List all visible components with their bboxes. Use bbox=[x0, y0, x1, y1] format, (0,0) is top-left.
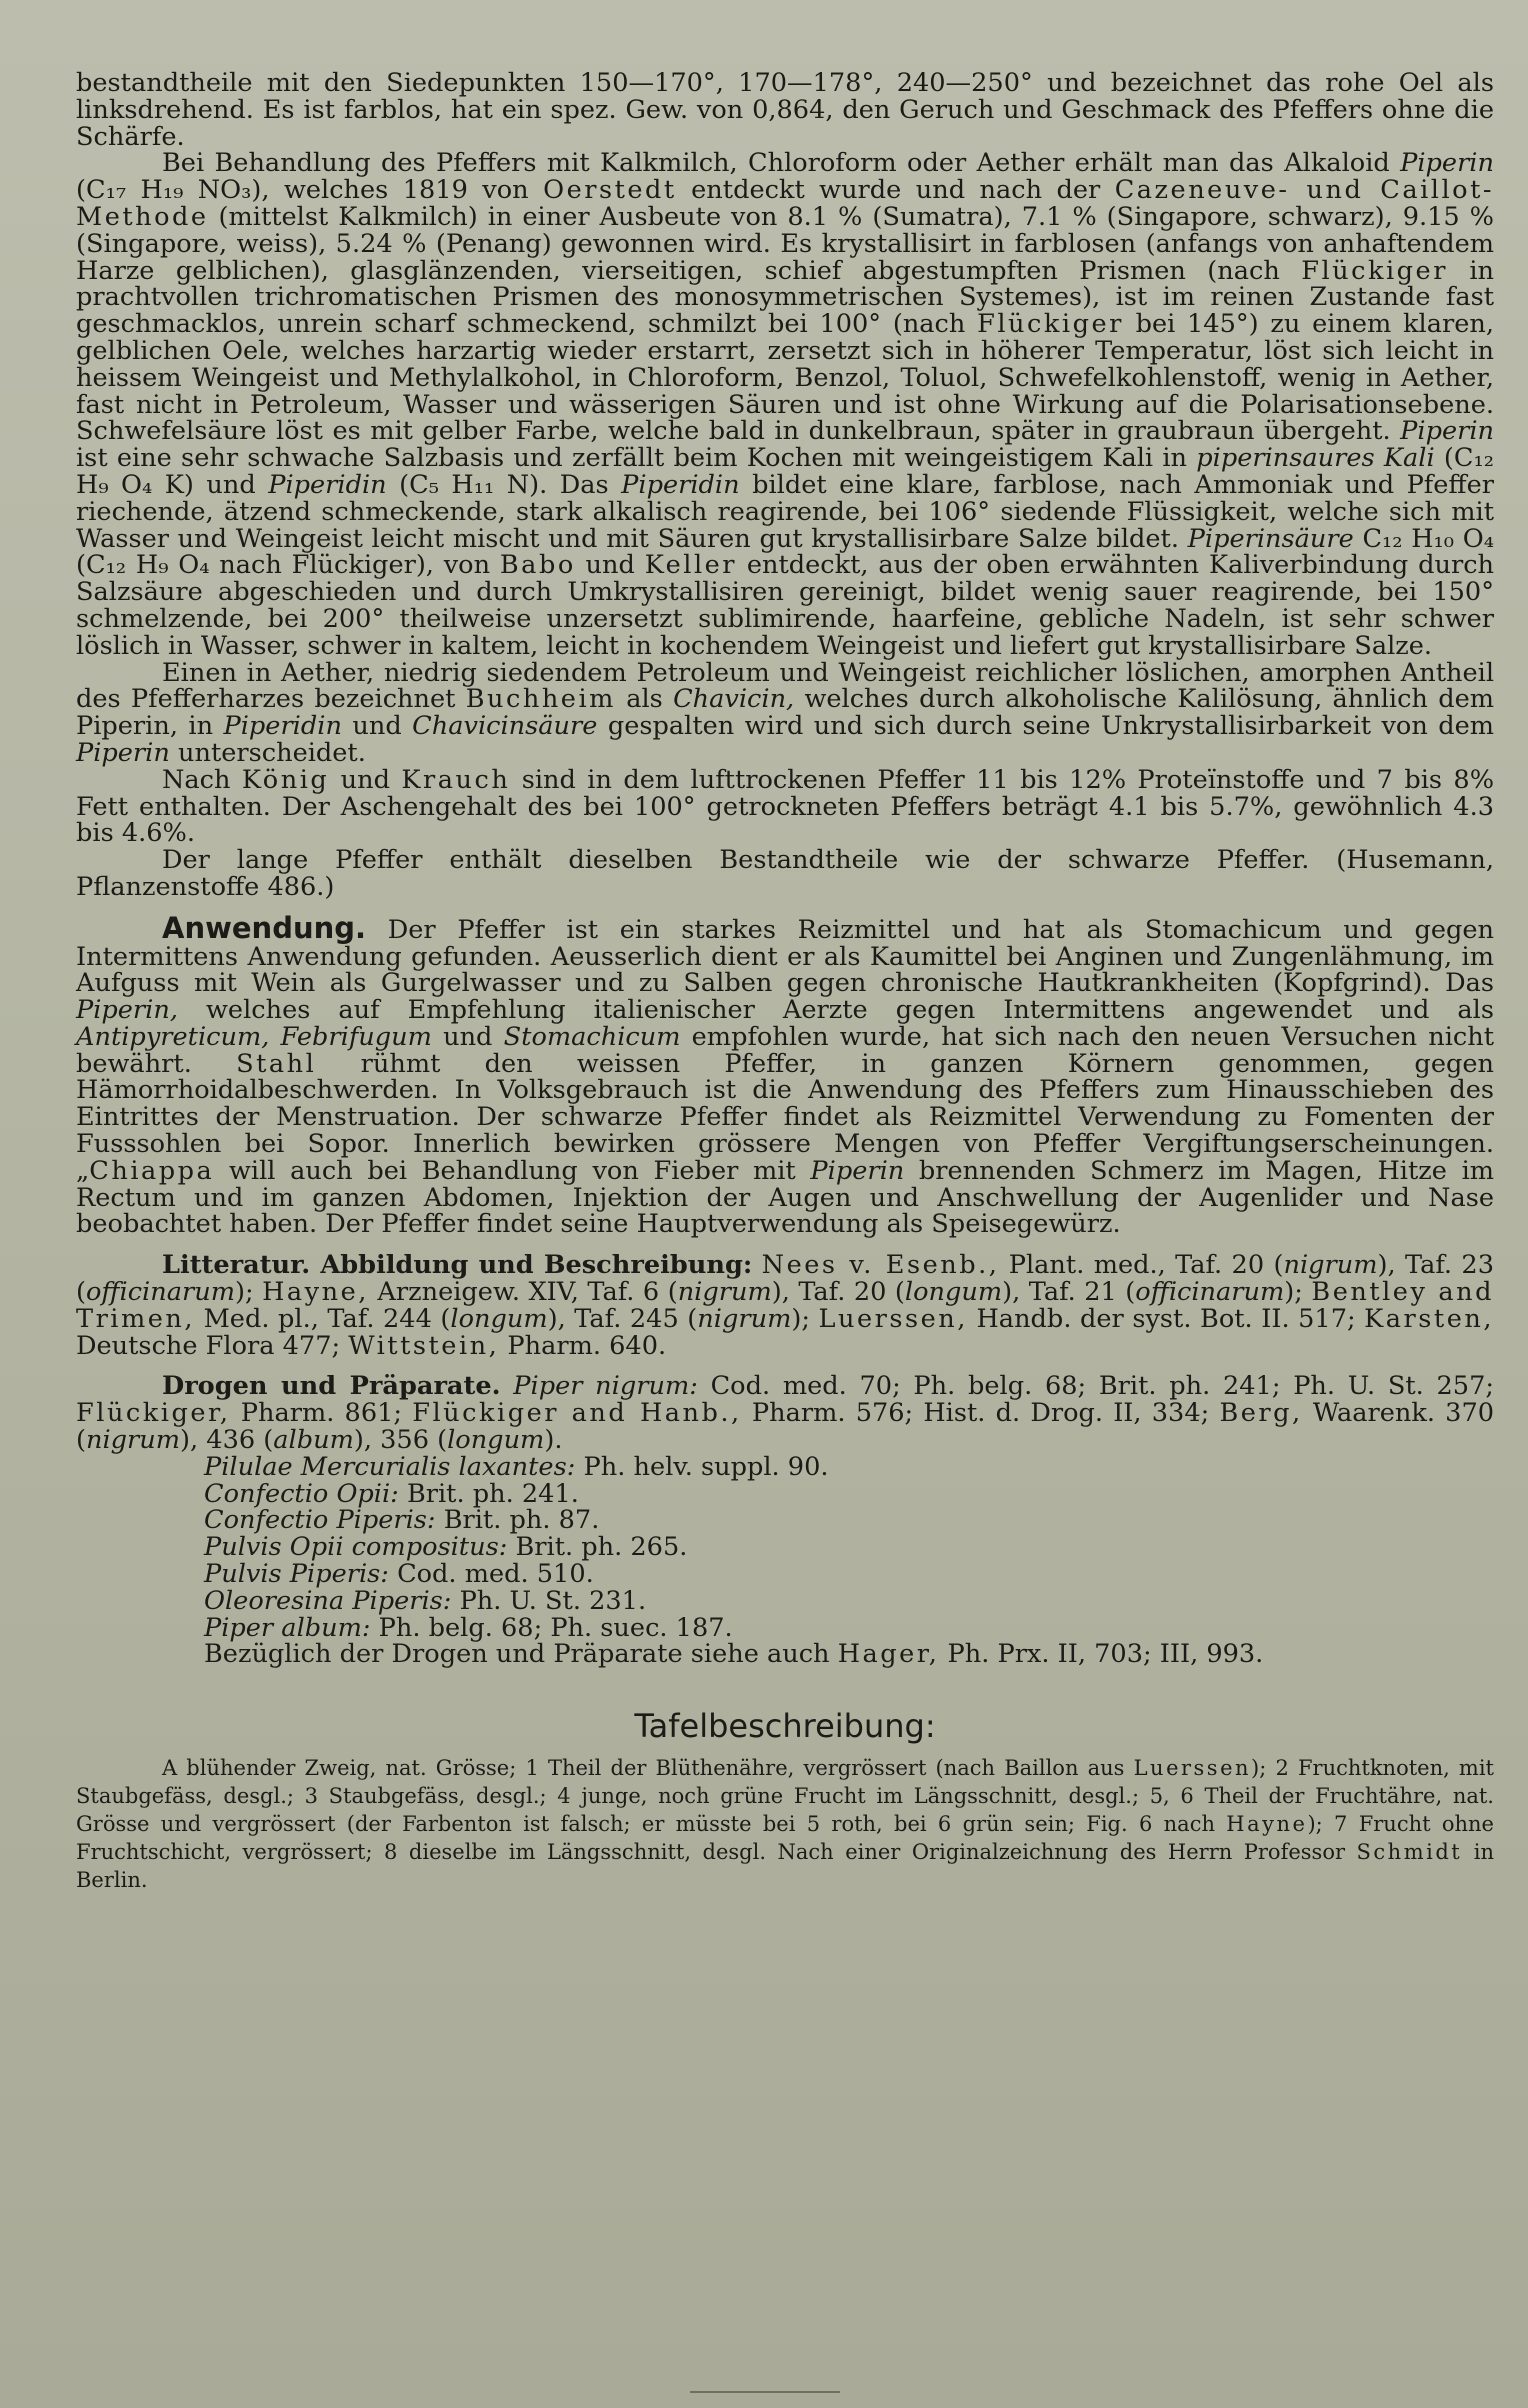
section-litteratur bbox=[76, 1252, 1494, 1359]
text-run: ), Taf. 21 ( bbox=[1002, 1277, 1136, 1308]
italic-term: Piperidin bbox=[268, 469, 387, 500]
paragraph-long-pepper bbox=[76, 847, 1494, 901]
text-run: will auch bei Behandlung von Fieber mit bbox=[228, 1155, 796, 1186]
text-run: ). bbox=[544, 1425, 563, 1456]
italic-term: Piperidin bbox=[621, 469, 740, 500]
text-run: Handb. der syst. Bot. II. 517; bbox=[976, 1303, 1356, 1334]
text-run: ); 2 Fruchtknoten, mit Staubgefäss, desgl.; 3 Staubgefäss, desgl.; 4 junge, noch grüne Frucht im Längsschnitt, desgl.; 5, 6 Theil der Fruchtähre, nat. Grösse und vergrössert (der Farbenton ist falsch; er müsste bei 5 roth, bei 6 grün sein; Fig. 6 nach bbox=[76, 1756, 1494, 1837]
text-run: in prachtvollen trichromatischen Prismen des monosymmetrischen Systemes), ist im reinen Zustande fast geschmacklos, unrein scharf schmeckend, schmilzt bei 100° (nach bbox=[76, 255, 1494, 340]
italic-term: longum bbox=[450, 1303, 548, 1334]
author-name: Wittstein, bbox=[348, 1330, 500, 1361]
text-run: Einen in Aether, niedrig siedendem Petroleum und Weingeist reichlicher löslichen, amorphen Antheil des Pfefferharzes bezeichnet bbox=[76, 657, 1494, 715]
italic-term: Piperin bbox=[76, 737, 170, 768]
text-run: welches durch alkoholische Kalilösung, ähnlich dem Piperin, in bbox=[76, 684, 1494, 742]
author-name: Babo bbox=[499, 550, 576, 581]
preparation-name: Pilulae Mercurialis laxantes: bbox=[204, 1451, 576, 1482]
author-name: Flückiger bbox=[1301, 255, 1448, 286]
author-name: Flückiger bbox=[977, 309, 1124, 340]
italic-term: Piperin bbox=[1400, 416, 1494, 447]
text-run: bildet eine klare, farblose, nach Ammoniak und Pfeffer riechende, ätzend schmeckende, stark alkalisch reagirende, bei 106° siedende Flüssigkeit, welche sich mit Wasser und Weingeist leicht mischt und mit Säuren gut krystallisirbare Salze bildet. bbox=[76, 469, 1494, 554]
plate-description-title: Tafelbeschreibung: bbox=[634, 1707, 936, 1746]
paragraph-composition bbox=[76, 764, 1495, 849]
drogen-reference-note bbox=[76, 1641, 1494, 1668]
author-name: Hager, bbox=[837, 1639, 940, 1670]
preparation-ref: Ph. helv. suppl. 90. bbox=[583, 1451, 829, 1482]
italic-term: officinarum bbox=[86, 1277, 235, 1308]
italic-term: Piperinsäure bbox=[1187, 523, 1354, 554]
author-name: Hayne, bbox=[262, 1277, 369, 1308]
paragraph-chavicin bbox=[76, 657, 1495, 768]
italic-term: longum bbox=[904, 1277, 1003, 1308]
author-name: Buchheim bbox=[465, 684, 616, 715]
italic-term: nigrum bbox=[1283, 1250, 1378, 1281]
paragraph-oil-properties bbox=[76, 70, 1494, 150]
text-run: bei 145°) zu einem klaren, gelblichen Oele, welches harzartig wieder erstarrt, zersetzt sich in höherer Temperatur, löst sich leicht in heissem Weingeist und Methylalkohol, in Chloroform, Benzol, Toluol, Schwefelkohlenstoff, wenig in Aether, fast nicht in Petroleum, Wasser und wässerigen Säuren und ist ohne Wirkung auf die Polarisationsebene. Schwefelsäure löst es mit gelber Farbe, welche bald in dunkelbraun, später in graubraun übergeht. bbox=[76, 309, 1494, 447]
italic-term: Piperin bbox=[810, 1155, 905, 1186]
text-run: Pharm. 640. bbox=[507, 1330, 667, 1361]
text-run: (C₅ H₁₁ N). Das bbox=[399, 469, 609, 500]
italic-term: Stomachicum bbox=[503, 1021, 681, 1052]
text-run: Med. pl., Taf. 244 ( bbox=[203, 1303, 451, 1334]
text-run: Deutsche Flora 477; bbox=[76, 1330, 341, 1361]
text-run: und bbox=[585, 550, 635, 581]
section-heading: Drogen und Präparate. bbox=[162, 1371, 501, 1402]
text-run: Arzneigew. XIV, Taf. 6 ( bbox=[377, 1277, 678, 1308]
list-item bbox=[204, 1478, 1494, 1509]
text-run: Waarenk. 370 ( bbox=[76, 1398, 1495, 1456]
author-name: Luerssen, bbox=[818, 1303, 968, 1334]
author-name: Nees v. Esenb., bbox=[761, 1250, 1000, 1281]
text-run: und bbox=[352, 711, 402, 742]
text-run: A blühender Zweig, nat. Grösse; 1 Theil der Blüthenähre, vergrössert (nach Baillon aus bbox=[162, 1756, 1125, 1781]
text-run: ist eine sehr schwache Salzbasis und zerfällt beim Kochen mit weingeistigem Kali in bbox=[76, 443, 1188, 474]
footer-divider bbox=[690, 2391, 840, 2393]
italic-term: Antipyreticum, Febrifugum bbox=[76, 1021, 432, 1052]
italic-term: Piperin, bbox=[76, 995, 178, 1026]
italic-term: Chavicin, bbox=[673, 684, 795, 715]
text-run: sind in dem lufttrockenen Pfeffer 11 bis 12% Proteïnstoffe und 7 bis 8% Fett enthalten. Der Aschengehalt des bei 100° getrockneten Pfeffers beträgt 4.1 bis 5.7%, gewöhnlich 4.3 bis 4.6%. bbox=[76, 764, 1495, 849]
section-heading: Litteratur. Abbildung und Beschreibung: bbox=[162, 1250, 753, 1281]
text-run: empfohlen wurde, hat sich nach den neuen Versuchen nicht bewährt. bbox=[76, 1021, 1495, 1079]
author-name: König bbox=[241, 764, 330, 795]
author-name: Flückiger, bbox=[76, 1398, 231, 1429]
text-run: als bbox=[626, 684, 663, 715]
text-run: Pharm. 861; bbox=[240, 1398, 403, 1429]
text-run: Plant. med., Taf. 20 ( bbox=[1008, 1250, 1284, 1281]
text-run: rühmt den weissen Pfeffer, in ganzen Körnern genommen, gegen Hämorrhoidalbeschwerden. In Volksgebrauch ist die Anwendung des Pfeffers zum Hinausschieben des Eintrittes der Menstruation. Der schwarze Pfeffer findet als Reizmittel Verwendung zu Fomenten der Fusssohlen bei Sopor. Innerlich bewirken grössere Mengen von Pfeffer Vergiftungserscheinungen. „ bbox=[76, 1048, 1494, 1186]
text-run: (C₁₂ H₉ O₄ K) und bbox=[76, 443, 1494, 500]
preparation-ref: Brit. ph. 87. bbox=[443, 1505, 600, 1536]
list-item bbox=[204, 1507, 1494, 1534]
author-name: Schmidt bbox=[1356, 1840, 1463, 1865]
preparation-ref: Ph. U. St. 231. bbox=[459, 1585, 647, 1616]
text-run: entdeckt, aus der oben erwähnten Kaliverbindung durch Salzsäure abgeschieden und durch Umkrystallisiren gereinigt, bildet wenig sauer reagirende, bei 150° schmelzende, bei 200° theilweise unzersetzt sublimirende, haarfeine, gebliche Nadeln, ist sehr schwer löslich in Wasser, schwer in kaltem, leicht in kochendem Weingeist und liefert gut krystallisirbare Salze. bbox=[76, 550, 1495, 661]
italic-term: longum bbox=[447, 1425, 545, 1456]
author-name: Chiappa bbox=[89, 1155, 215, 1186]
preparation-name: Confectio Piperis: bbox=[204, 1505, 436, 1536]
author-name: Hayne bbox=[1226, 1812, 1308, 1837]
text-run: brennenden Schmerz im Magen, Hitze im Rectum und im ganzen Abdomen, Injektion der Augen und Anschwellung der Augenlider und Nase beobachtet haben. Der Pfeffer findet seine Hauptverwendung als Speisegewürz. bbox=[76, 1155, 1495, 1240]
text-run: (C₁₇ H₁₉ NO₃), welches 1819 von bbox=[76, 175, 529, 206]
text-run: ); bbox=[791, 1303, 810, 1334]
section-heading: Anwendung. bbox=[162, 910, 367, 945]
italic-term: piperinsaures Kali bbox=[1196, 443, 1435, 474]
text-run: ), Taf. 23 ( bbox=[76, 1250, 1494, 1308]
text-run: ); bbox=[1284, 1277, 1303, 1308]
italic-term: album bbox=[273, 1425, 354, 1456]
author-name: Bentley and Trimen, bbox=[76, 1277, 1495, 1334]
preparation-name: Confectio Opii: bbox=[204, 1478, 399, 1509]
text-run: und bbox=[340, 764, 391, 795]
author-name: Berg, bbox=[1219, 1398, 1303, 1429]
text-run: ), Taf. 20 ( bbox=[771, 1277, 905, 1308]
text-run: Cod. med. 70; Ph. belg. 68; Brit. ph. 241; Ph. U. St. 257; bbox=[710, 1371, 1495, 1402]
preparation-ref: Ph. belg. 68; Ph. suec. 187. bbox=[378, 1612, 733, 1643]
text-run: Bezüglich der Drogen und Präparate siehe auch bbox=[204, 1639, 830, 1670]
italic-term: Piperin bbox=[1400, 148, 1494, 179]
author-name: Luerssen bbox=[1133, 1756, 1252, 1781]
author-name: Cazeneuve- und Caillot-Methode bbox=[76, 175, 1495, 232]
author-name: Karsten, bbox=[1364, 1303, 1494, 1334]
text-run: Der lange Pfeffer enthält dieselben Bestandtheile wie der schwarze Pfeffer. (Husemann, Pflanzenstoffe 486.) bbox=[76, 845, 1494, 902]
text-run: entdeckt wurde und nach der bbox=[691, 175, 1101, 206]
paragraph-piperin bbox=[76, 150, 1494, 659]
text-run: C₁₂ H₁₀ O₄ (C₁₂ H₉ O₄ nach Flückiger), von bbox=[76, 523, 1494, 581]
author-name: Stahl bbox=[236, 1048, 317, 1079]
author-name: Flückiger and Hanb., bbox=[412, 1398, 742, 1429]
text-run: (mittelst Kalkmilch) in einer Ausbeute von 8.1 % (Sumatra), 7.1 % (Singapore, schwarz), 9.15 % (Singapore, weiss), 5.24 % (Penang) gewonnen wird. Es krystallisirt in farblosen (anfangs von anhaftendem Harze gelblichen), glasglänzenden, vierseitigen, schief abgestumpften Prismen (nach bbox=[76, 201, 1494, 286]
section-drogen bbox=[76, 1371, 1495, 1456]
preparation-name: Pulvis Opii compositus: bbox=[204, 1532, 508, 1563]
text-run: ), 356 ( bbox=[353, 1425, 448, 1456]
italic-term: officinarum bbox=[1135, 1277, 1285, 1308]
italic-term: Piperidin bbox=[223, 711, 342, 742]
plate-description bbox=[76, 1754, 1494, 1894]
text-run: in Berlin. bbox=[76, 1840, 1494, 1893]
italic-term: nigrum bbox=[677, 1277, 772, 1308]
italic-term: Piper nigrum: bbox=[513, 1371, 698, 1402]
list-item bbox=[204, 1561, 1494, 1588]
preparation-name: Pulvis Piperis: bbox=[204, 1559, 389, 1590]
text-run: ); 7 Frucht ohne Fruchtschicht, vergrössert; 8 dieselbe im Längsschnitt, desgl. Nach einer Originalzeichnung des Herrn Professor bbox=[76, 1812, 1494, 1865]
italic-term: Chavicinsäure bbox=[412, 711, 598, 742]
text-run: Der Pfeffer ist ein starkes Reizmittel und hat als Stomachicum und gegen Intermittens Anwendung gefunden. Aeusserlich dient er als Kaumittel bei Anginen und Zungenlähmung, im Aufguss mit Wein als Gurgelwasser und zu Salben gegen chronische Hautkrankheiten (Kopfgrind). Das bbox=[76, 914, 1494, 999]
author-name: Oerstedt bbox=[543, 175, 677, 206]
section-anwendung bbox=[76, 910, 1495, 1240]
text-run: unterscheidet. bbox=[177, 737, 366, 768]
preparation-ref: Brit. ph. 241. bbox=[406, 1478, 579, 1509]
italic-term: nigrum bbox=[697, 1303, 792, 1334]
text-run: Bei Behandlung des Pfeffers mit Kalkmilch, Chloroform oder Aether erhält man das Alkaloid bbox=[162, 148, 1390, 179]
list-item bbox=[204, 1612, 1494, 1643]
text-run: und bbox=[443, 1021, 493, 1052]
preparation-name: Oleoresina Piperis: bbox=[204, 1585, 452, 1616]
paragraph-text: bestandtheile mit den Siedepunkten 150—170°, 170—178°, 240—250° und bezeichnet das rohe Oel als linksdrehend. Es ist farblos, hat ein spez. Gew. von 0,864, den Geruch und Geschmack des Pfeffers ohne die Schärfe. bbox=[76, 68, 1494, 152]
text-run: Nach bbox=[162, 764, 231, 795]
text-run: welches auf Empfehlung italienischer Aerzte gegen Intermittens angewendet und als bbox=[206, 995, 1494, 1026]
text-run: ), Taf. 245 ( bbox=[547, 1303, 698, 1334]
text-run: Ph. Prx. II, 703; III, 993. bbox=[947, 1639, 1264, 1670]
text-run: ); bbox=[234, 1277, 254, 1308]
text-run: ), 436 ( bbox=[180, 1425, 274, 1456]
preparations-list bbox=[76, 1451, 1494, 1643]
author-name: Krauch bbox=[401, 764, 511, 795]
list-item bbox=[204, 1451, 1494, 1482]
text-run: Pharm. 576; Hist. d. Drog. II, 334; bbox=[751, 1398, 1210, 1429]
list-item bbox=[204, 1585, 1494, 1616]
preparation-ref: Cod. med. 510. bbox=[397, 1559, 594, 1590]
preparation-ref: Brit. ph. 265. bbox=[515, 1532, 688, 1563]
author-name: Keller bbox=[644, 550, 738, 581]
list-item bbox=[204, 1534, 1494, 1561]
italic-term: nigrum bbox=[86, 1425, 181, 1456]
preparation-name: Piper album: bbox=[204, 1612, 371, 1643]
text-run: gespalten wird und sich durch seine Unkrystallisirbarkeit von dem bbox=[607, 711, 1495, 742]
